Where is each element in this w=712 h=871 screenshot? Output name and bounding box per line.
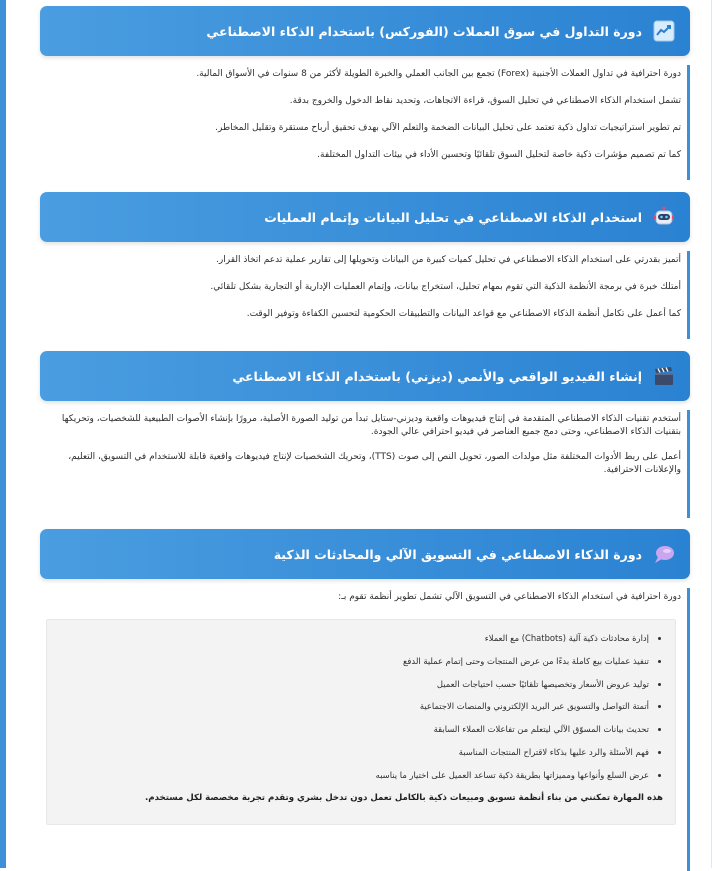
clapperboard-icon [652, 364, 676, 388]
paragraph: أتميز بقدرتي على استخدام الذكاء الاصطناعي في تحليل كميات كبيرة من البيانات وتحويلها إلى تقارير عملية تدعم اتخاذ القرار. [216, 255, 681, 265]
summary-note: هذه المهارة تمكنني من بناء أنظمة تسويق ومبيعات ذكية بالكامل تعمل دون تدخل بشري وتقدم تجربة مخصصة لكل مستخدم. [145, 792, 663, 803]
list-item: • إدارة محادثات ذكية آلية (Chatbots) مع العملاء [59, 632, 649, 644]
section-title: استخدام الذكاء الاصطناعي في تحليل البيانات وإتمام العمليات [264, 209, 642, 225]
list-item: • أتمتة التواصل والتسويق عبر البريد الإلكتروني والمنصات الاجتماعية [59, 700, 649, 712]
paragraph: كما تم تصميم مؤشرات ذكية خاصة لتحليل السوق تلقائيًا وتحسين الأداء في بيئات التداول المختلفة. [317, 150, 681, 160]
paragraph: تم تطوير استراتيجيات تداول ذكية تعتمد على تحليل البيانات الضخمة والتعلم الآلي بهدف تحقيق أرباح مستقرة وتقليل المخاطر. [215, 123, 681, 133]
section-forex [40, 6, 690, 180]
list-item: • تحديث بيانات المسوّق الآلي ليتعلم من تفاعلات العملاء السابقة [59, 723, 649, 735]
section-body [40, 65, 690, 180]
section-header [40, 192, 690, 242]
list-item: • عرض السلع وأنواعها ومميزاتها بطريقة ذكية تساعد العميل على اختيار ما يناسبه [59, 769, 649, 781]
paragraph: أمتلك خبرة في برمجة الأنظمة الذكية التي تقوم بمهام تحليل، استخراج بيانات، وإتمام العمليات الإدارية أو التجارية بشكل تلقائي. [210, 282, 681, 292]
chart-trend-icon [652, 19, 676, 43]
section-header [40, 529, 690, 579]
paragraph: تشمل استخدام الذكاء الاصطناعي في تحليل السوق، قراءة الاتجاهات، وتحديد نقاط الدخول والخروج بدقة. [289, 96, 681, 106]
section-title: إنشاء الفيديو الواقعي والأنمي (ديزني) باستخدام الذكاء الاصطناعي [232, 368, 642, 384]
speech-bubble-icon [652, 542, 676, 566]
section-body [40, 588, 690, 871]
list-item: • تنفيذ عمليات بيع كاملة بدءًا من عرض المنتجات وحتى إتمام عملية الدفع [59, 655, 649, 667]
section-header [40, 351, 690, 401]
section-title: دورة الذكاء الاصطناعي في التسويق الآلي والمحادثات الذكية [273, 546, 642, 562]
section-marketing [40, 529, 690, 871]
section-body [40, 410, 690, 518]
section-body [40, 251, 690, 339]
section-data-analysis [40, 192, 690, 339]
content-page [40, 0, 690, 871]
list-item: • توليد عروض الأسعار وتخصيصها تلقائيًا حسب احتياجات العميل [59, 678, 649, 690]
paragraph: أعمل على ربط الأدوات المختلفة مثل مولدات الصور، تحويل النص إلى صوت (TTS)، وتحريك الشخصيات لإنتاج فيديوهات واقعية قابلة للاستخدام في التسويق، التعليم، والإعلانات الاحترافية. [68, 452, 681, 475]
left-accent-bar [0, 0, 6, 868]
paragraph: دورة احترافية في تداول العملات الأجنبية (Forex) تجمع بين الجانب العملي والخبرة الطويلة لأكثر من 8 سنوات في الأسواق المالية. [196, 69, 681, 79]
robot-icon [652, 205, 676, 229]
section-video [40, 351, 690, 518]
features-list [59, 632, 663, 781]
list-item: • فهم الأسئلة والرد عليها بذكاء لاقتراح المنتجات المناسبة [59, 746, 649, 758]
paragraph: كما أعمل على تكامل أنظمة الذكاء الاصطناعي مع قواعد البيانات والتطبيقات الحكومية لتحسين الكفاءة وتوفير الوقت. [246, 309, 681, 319]
section-title: دورة التداول في سوق العملات (الفوركس) باستخدام الذكاء الاصطناعي [206, 23, 642, 39]
intro-paragraph: دورة احترافية في استخدام الذكاء الاصطناعي في التسويق الآلي تشمل تطوير أنظمة تقوم بـ: [338, 592, 681, 602]
features-box [46, 619, 676, 825]
section-header [40, 6, 690, 56]
paragraph: أستخدم تقنيات الذكاء الاصطناعي المتقدمة في إنتاج فيديوهات واقعية وديزني-ستايل تبدأ من توليد الصورة الأصلية، مرورًا بإنشاء الأصوات الطبيعية للشخصيات، وتحريكها بتقنيات الذكاء الاصطناعي، وحتى دمج جميع العناصر في فيديو احترافي عالي الجودة. [61, 414, 681, 437]
